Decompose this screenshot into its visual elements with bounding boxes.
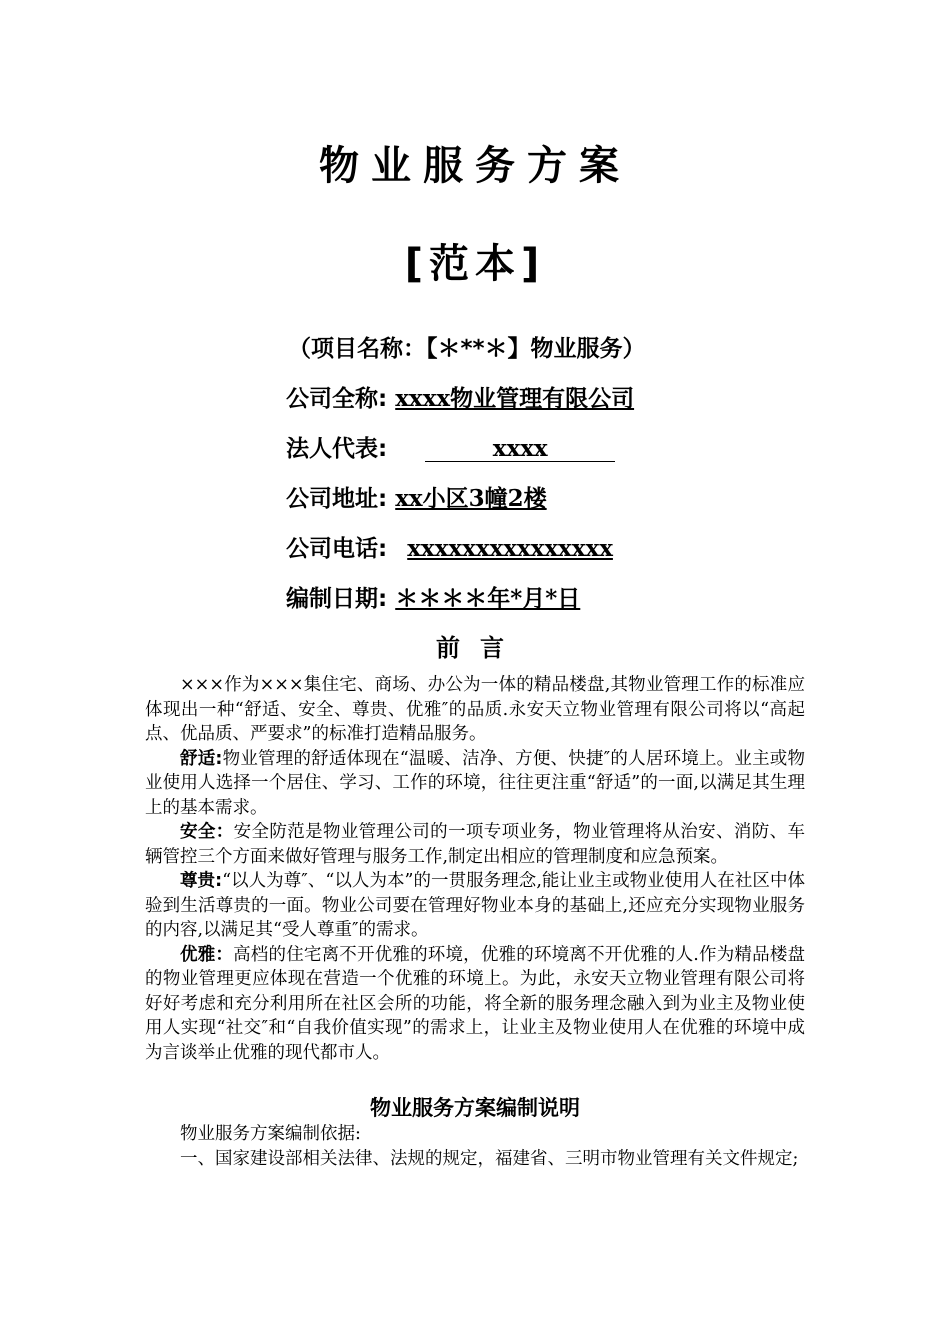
date-row (286, 582, 580, 616)
address-row (286, 482, 547, 516)
project-name-line: （项目名称：【＊**＊】物业服务） (288, 336, 646, 362)
paragraph-text: 高档的住宅离不开优雅的环境，优雅的环境离不开优雅的人.作为精品楼盘的物业管理更应体现在营造一个优雅的环境上。为此，永安天立物业管理有限公司将好好考虑和充分利用所在社区会所的功能，将全新的服务理念融入到为业主及物业使用人实现“社交″和“自我价值实现”的需求上，让业主及物业使用人在优雅的环境中成为言谈举止优雅的现代都市人。 (145, 944, 806, 1063)
paragraph-label: 优雅： (180, 944, 234, 965)
preface-paragraph (145, 747, 805, 821)
section-paragraph: 物业服务方案编制依据: (180, 1124, 361, 1144)
preface-paragraph (145, 820, 805, 869)
legal-rep-row (286, 432, 615, 466)
paragraph-text: “以人为尊″、“以人为本”的一贯服务理念,能让业主或物业使用人在社区中体验到生活尊贵的一面。物业公司要在管理好物业本身的基础上,还应充分实现物业服务的内容,以满足其“受人尊重″的需求。 (145, 871, 806, 940)
company-name-label: 公司全称: (286, 386, 388, 412)
legal-rep-value: xxxx (425, 437, 615, 462)
section-paragraph: 一、国家建设部相关法律、法规的规定，福建省、三明市物业管理有关文件规定; (180, 1148, 799, 1169)
section-body (145, 1122, 805, 1171)
preface-paragraph (145, 943, 805, 1066)
company-name-value: xxxx物业管理有限公司 (395, 385, 635, 412)
preface-paragraph: ×××作为×××集住宅、商场、办公为一体的精品楼盘,其物业管理工作的标准应体现出一种“舒适、安全、尊贵、优雅″的品质.永安天立物业管理有限公司将以“高起点、优品质、严要求”的标准打造精品服务。 (145, 675, 805, 744)
paragraph-label: 舒适: (180, 748, 223, 769)
phone-value: xxxxxxxxxxxxxxx (407, 535, 613, 562)
paragraph-text: 物业管理的舒适体现在“温暖、洁净、方便、快捷″的人居环境上。业主或物业使用人选择一个居住、学习、工作的环境，往往更注重“舒适”的一面,以满足其生理上的基本需求。 (145, 748, 806, 818)
preface-heading: 前言 (436, 634, 524, 662)
paragraph-label: 安全： (180, 822, 234, 842)
address-label: 公司地址: (286, 486, 388, 512)
phone-row (286, 532, 613, 566)
phone-label: 公司电话: (286, 536, 388, 562)
date-value: ＊＊＊＊年*月*日 (395, 585, 581, 612)
date-label: 编制日期: (286, 586, 388, 612)
paragraph-label: 尊贵: (180, 871, 223, 891)
company-name-row (286, 382, 634, 416)
address-value: xx小区3幢2楼 (395, 485, 547, 512)
document-subtitle: [范本] (404, 241, 546, 287)
preface-paragraph (145, 869, 805, 943)
paragraph-text: 安全防范是物业管理公司的一项专项业务，物业管理将从治安、消防、车辆管控三个方面来做好管理与服务工作,制定出相应的管理制度和应急预案。 (145, 822, 806, 867)
document-title: 物业服务方案 (319, 143, 631, 189)
preface-body (145, 673, 805, 1065)
legal-rep-label: 法人代表: (286, 436, 388, 462)
section-heading: 物业服务方案编制说明 (370, 1096, 580, 1120)
